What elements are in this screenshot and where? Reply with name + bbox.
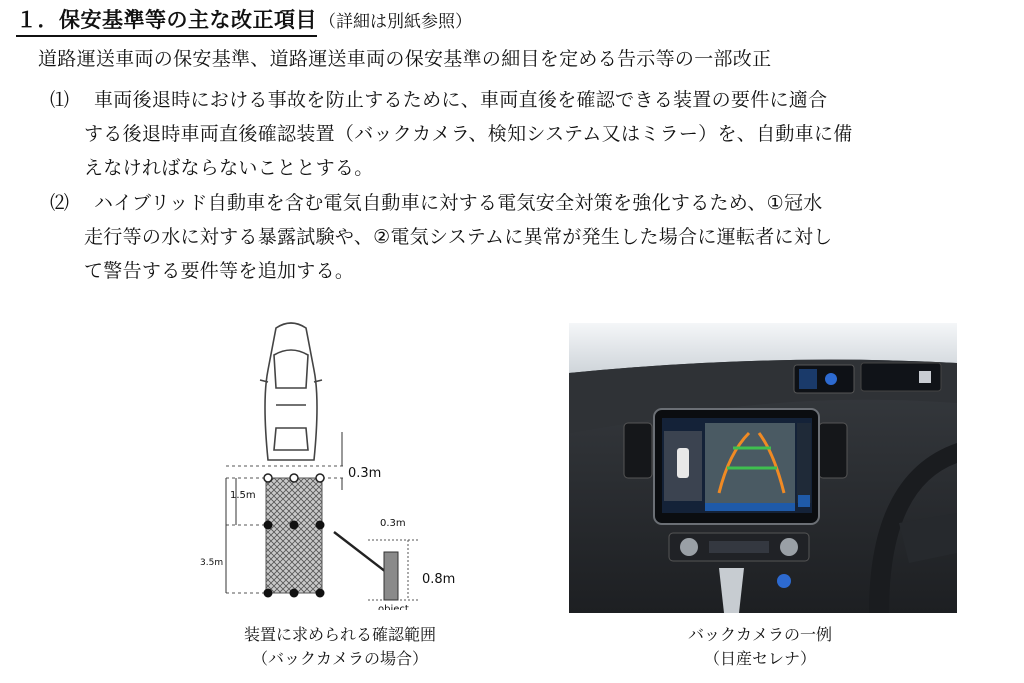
gap-label: 0.3m — [348, 466, 382, 481]
item-line: えなければならないこととする。 — [84, 157, 374, 179]
left-figure-caption — [180, 623, 500, 671]
range-diagram-svg — [196, 310, 486, 610]
item-number: ⑴ — [50, 89, 70, 111]
item-line: する後退時車両直後確認装置（バックカメラ、検知システム又はミラー）を、自動車に備 — [84, 123, 853, 145]
near-depth-label: 1.5m — [230, 490, 256, 501]
dashboard-illustration — [569, 323, 957, 613]
car-top-view-icon — [260, 323, 322, 460]
caption-line: バックカメラの一例 — [687, 625, 832, 644]
test-object — [384, 552, 398, 600]
item-number: ⑵ — [50, 192, 70, 214]
object-label: object — [378, 604, 409, 610]
intro-text: 道路運送車両の保安基準、道路運送車両の保安基準の細目を定める告示等の一部改正 — [38, 48, 772, 70]
object-width-label: 0.3m — [380, 518, 406, 529]
item-line: 走行等の水に対する暴露試験や、②電気システムに異常が発生した場合に運転者に対し — [84, 226, 833, 248]
total-depth-label: 3.5m — [200, 558, 224, 568]
heading-title: １．保安基準等の主な改正項目 — [16, 4, 317, 37]
back-camera-photo — [569, 323, 957, 613]
item-line: て警告する要件等を追加する。 — [84, 260, 355, 282]
right-figure-caption — [590, 623, 930, 671]
list-item — [50, 83, 1010, 185]
object-height-label: 0.8m — [422, 572, 456, 587]
caption-line: （日産セレナ） — [703, 649, 816, 668]
item-line: 車両後退時における事故を防止するために、車両直後を確認できる装置の要件に適合 — [94, 89, 828, 111]
range-diagram — [196, 310, 486, 610]
section-heading — [16, 4, 1006, 40]
heading-note: （詳細は別紙参照） — [319, 12, 472, 32]
caption-line: 装置に求められる確認範囲 — [243, 625, 436, 644]
list-item — [50, 186, 1010, 288]
item-line: ハイブリッド自動車を含む電気自動車に対する電気安全対策を強化するため、①冠水 — [94, 192, 823, 214]
visible-range-area — [266, 478, 322, 593]
caption-line: （バックカメラの場合） — [251, 649, 428, 668]
